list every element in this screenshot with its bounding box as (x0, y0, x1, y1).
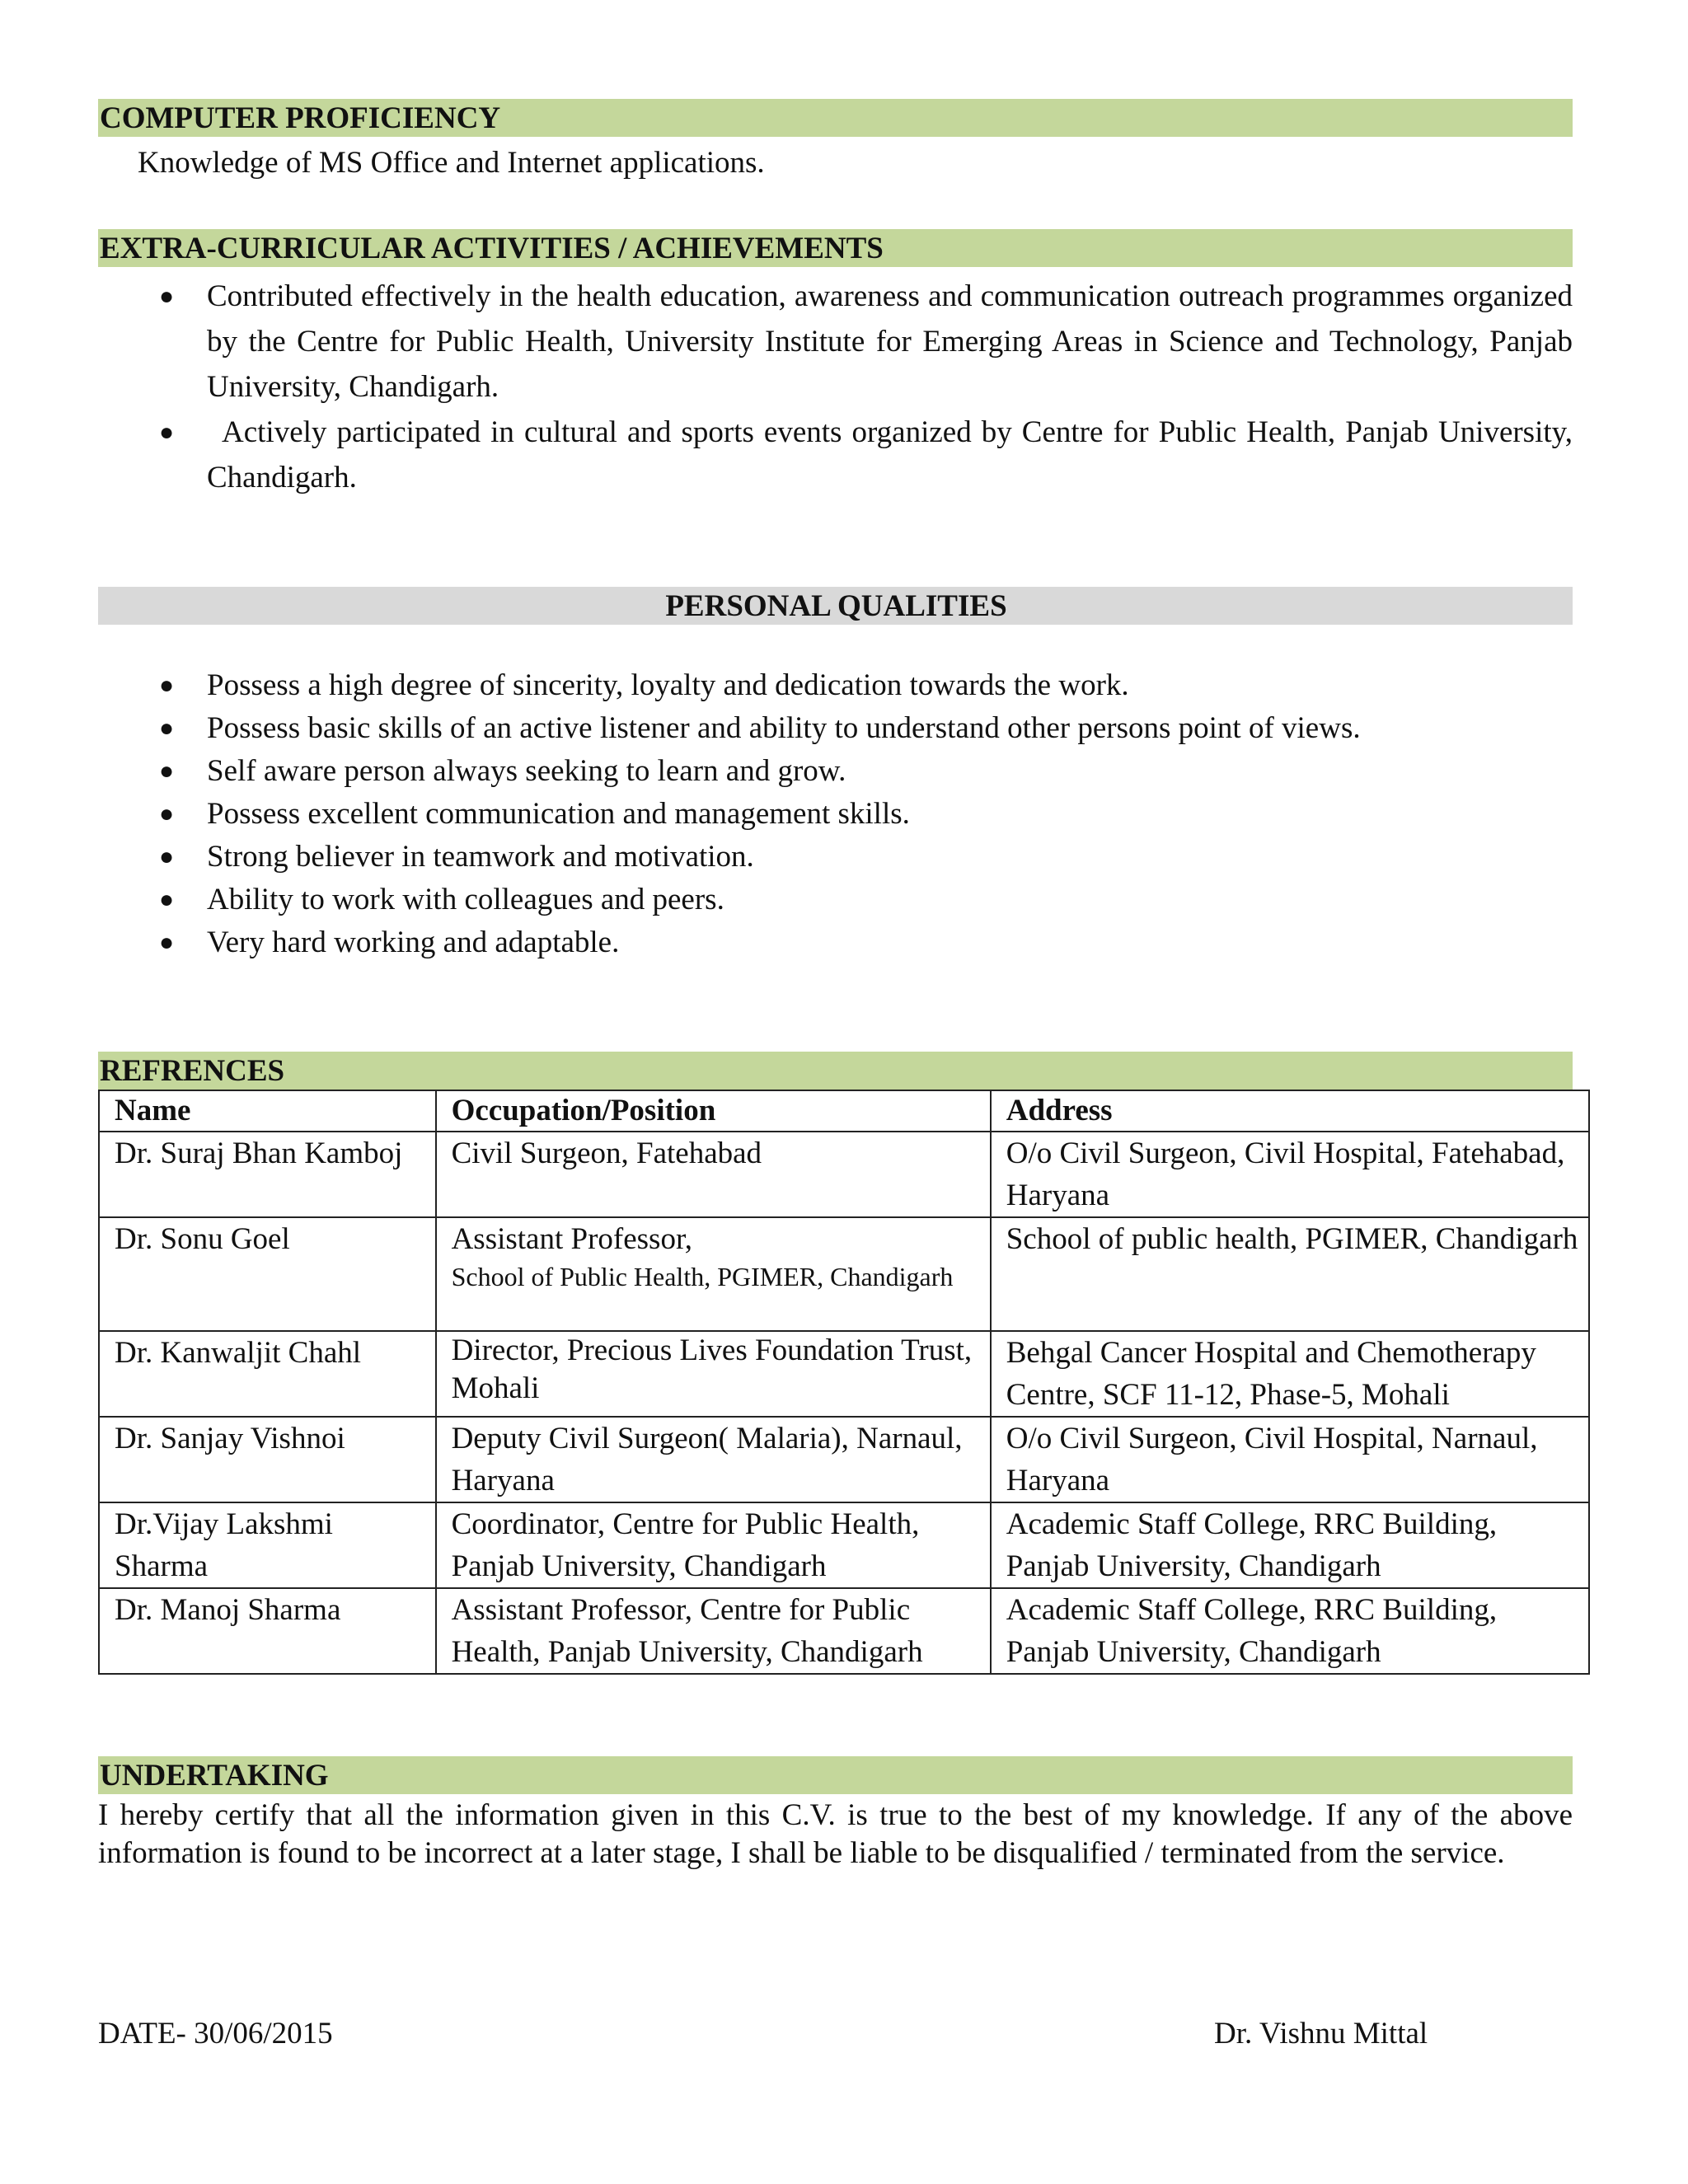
ref-name: Dr. Suraj Bhan Kamboj (99, 1132, 436, 1217)
list-item: ● Contributed effectively in the health education, awareness and communication outreach programmes organized by the Centre for Public Health, University Institute for Emerging Areas in Science and Technology, Panjab University, Chandigarh. (159, 279, 1573, 404)
signature-name: Dr. Vishnu Mittal (1214, 2017, 1428, 2050)
table-row (99, 1132, 1589, 1217)
ref-name: Dr. Kanwaljit Chahl (99, 1331, 436, 1417)
references-table (98, 1090, 1590, 1675)
ref-address: School of public health, PGIMER, Chandigarh (991, 1217, 1589, 1331)
ref-name: Dr. Sonu Goel (99, 1217, 436, 1331)
table-row (99, 1217, 1589, 1331)
table-row (99, 1417, 1589, 1502)
ref-occupation: Deputy Civil Surgeon( Malaria), Narnaul, Haryana (436, 1417, 991, 1502)
list-item: ● Strong believer in teamwork and motivation. (159, 840, 754, 874)
section-heading-references: REFRENCES (98, 1052, 1573, 1090)
table-row (99, 1331, 1589, 1417)
ref-name: Dr. Manoj Sharma (99, 1588, 436, 1674)
computer-text: Knowledge of MS Office and Internet applications. (138, 146, 765, 180)
list-item: ● Self aware person always seeking to learn and grow. (159, 754, 846, 788)
ref-occupation-sub: School of Public Health, PGIMER, Chandigarh (451, 1262, 954, 1291)
list-item: ● Possess basic skills of an active listener and ability to understand other persons point of views. (159, 711, 1361, 745)
table-row (99, 1502, 1589, 1588)
section-heading-computer: COMPUTER PROFICIENCY (98, 99, 1573, 137)
column-header: Occupation/Position (436, 1090, 991, 1132)
ref-occupation: Coordinator, Centre for Public Health, Panjab University, Chandigarh (436, 1502, 991, 1588)
ref-address: O/o Civil Surgeon, Civil Hospital, Narnaul, Haryana (991, 1417, 1589, 1502)
list-item: ● Very hard working and adaptable. (159, 926, 620, 959)
ref-name: Dr. Sanjay Vishnoi (99, 1417, 436, 1502)
ref-occupation: Director, Precious Lives Foundation Trust, Mohali (436, 1331, 991, 1417)
ref-name: Dr.Vijay Lakshmi Sharma (99, 1502, 436, 1588)
ref-address: Academic Staff College, RRC Building, Panjab University, Chandigarh (991, 1588, 1589, 1674)
ref-occupation-cell (436, 1217, 991, 1331)
ref-occupation: Assistant Professor, Centre for Public Health, Panjab University, Chandigarh (436, 1588, 991, 1674)
undertaking-text: I hereby certify that all the information given in this C.V. is true to the best of my knowledge. If any of the above information is found to be incorrect at a later stage, I shall be liable to be disqualified / terminated from the service. (98, 1798, 1573, 1870)
table-header-row (99, 1090, 1589, 1132)
section-heading-qualities: PERSONAL QUALITIES (98, 587, 1573, 625)
section-heading-undertaking: UNDERTAKING (98, 1756, 1573, 1794)
date-line: DATE- 30/06/2015 (98, 2017, 333, 2050)
column-header: Address (991, 1090, 1589, 1132)
qualities-list (98, 664, 1573, 964)
ref-address: Behgal Cancer Hospital and Chemotherapy Centre, SCF 11-12, Phase-5, Mohali (991, 1331, 1589, 1417)
list-item: ● Possess excellent communication and management skills. (159, 797, 910, 831)
ref-occupation: Assistant Professor, (451, 1222, 693, 1256)
list-item: ● Possess a high degree of sincerity, loyalty and dedication towards the work. (159, 668, 1129, 702)
list-item: ● Ability to work with colleagues and peers. (159, 883, 724, 916)
list-item: ● Actively participated in cultural and sports events organized by Centre for Public Health, Panjab University, Chandigarh. (159, 415, 1573, 494)
ref-address: O/o Civil Surgeon, Civil Hospital, Fatehabad, Haryana (991, 1132, 1589, 1217)
extra-list (98, 274, 1573, 500)
section-heading-extra: EXTRA-CURRICULAR ACTIVITIES / ACHIEVEMENTS (98, 229, 1573, 267)
ref-occupation: Civil Surgeon, Fatehabad (436, 1132, 991, 1217)
ref-address: Academic Staff College, RRC Building, Panjab University, Chandigarh (991, 1502, 1589, 1588)
column-header: Name (99, 1090, 436, 1132)
table-row (99, 1588, 1589, 1674)
